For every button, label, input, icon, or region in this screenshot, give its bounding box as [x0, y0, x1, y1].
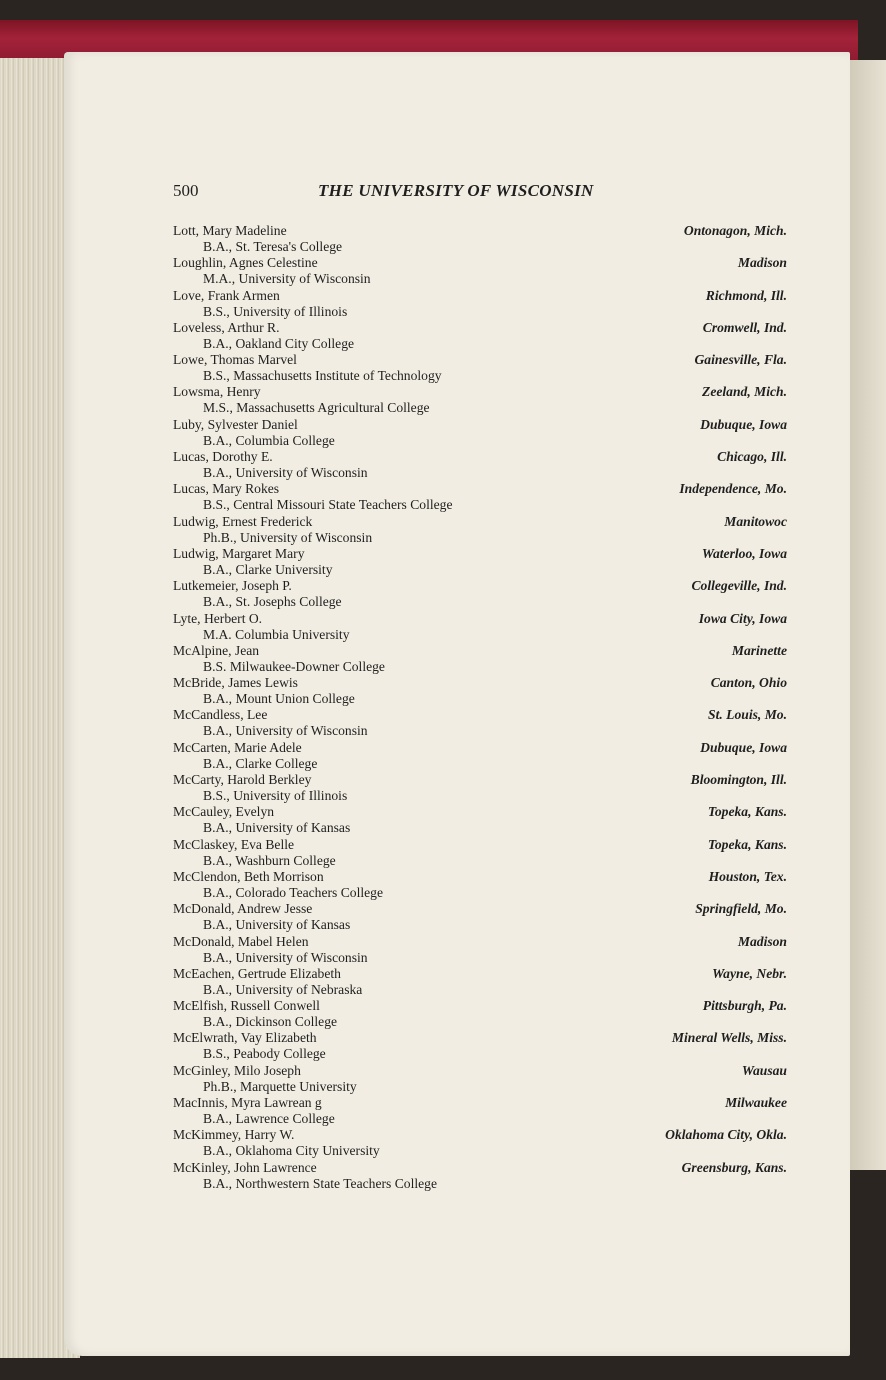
entry-name: Ludwig, Ernest Frederick	[173, 513, 313, 529]
list-item	[173, 223, 793, 255]
entry-place: Richmond, Ill.	[705, 287, 787, 303]
entry-name: McCarty, Harold Berkley	[173, 772, 312, 788]
entry-degree: B.A., University of Nebraska	[203, 981, 363, 997]
entry-name: McClendon, Beth Morrison	[173, 868, 324, 884]
list-item	[173, 1063, 793, 1095]
entry-place: Marinette	[731, 642, 787, 658]
list-item	[173, 1095, 793, 1127]
entry-place: Independence, Mo.	[679, 481, 787, 497]
entry-name: McGinley, Milo Joseph	[173, 1062, 301, 1078]
entry-name: McElfish, Russell Conwell	[173, 998, 320, 1014]
entry-name: McCauley, Evelyn	[173, 804, 275, 820]
list-item	[173, 255, 793, 287]
entry-degree: B.A., University of Kansas	[203, 820, 351, 836]
entry-degree: B.S., University of Illinois	[203, 788, 348, 804]
entry-degree: B.A., St. Teresa's College	[203, 239, 343, 254]
entry-name: Lott, Mary Madeline	[173, 223, 287, 238]
entry-name: McKinley, John Lawrence	[173, 1159, 317, 1175]
entry-degree: Ph.B., University of Wisconsin	[203, 529, 373, 545]
entry-degree: B.A., Northwestern State Teachers College	[203, 1175, 437, 1191]
entry-degree: B.A., Columbia College	[203, 432, 335, 448]
list-item	[173, 352, 793, 384]
entry-name: McElwrath, Vay Elizabeth	[173, 1030, 317, 1046]
entry-degree: B.A., University of Wisconsin	[203, 465, 368, 481]
entry-degree: B.S., University of Illinois	[203, 303, 348, 319]
entry-degree: Ph.B., Marquette University	[203, 1078, 357, 1094]
entry-name: McAlpine, Jean	[173, 642, 260, 658]
list-item	[173, 675, 793, 707]
entry-degree: B.S., Massachusetts Institute of Technology	[203, 368, 442, 384]
entry-name: Ludwig, Margaret Mary	[173, 545, 305, 561]
list-item	[173, 1127, 793, 1159]
entry-place: Mineral Wells, Miss.	[671, 1030, 787, 1046]
list-item	[173, 643, 793, 675]
entry-place: Madison	[737, 933, 787, 949]
entry-place: Waterloo, Iowa	[701, 545, 787, 561]
list-item	[173, 740, 793, 772]
list-item	[173, 837, 793, 869]
entry-place: Dubuque, Iowa	[700, 416, 787, 432]
entry-place: Manitowoc	[724, 513, 787, 529]
entry-name: McDonald, Mabel Helen	[173, 933, 309, 949]
list-item	[173, 707, 793, 739]
entry-place: Gainesville, Fla.	[694, 352, 787, 368]
entry-place: Bloomington, Ill.	[690, 772, 787, 788]
entry-place: Chicago, Ill.	[717, 449, 787, 465]
entry-degree: B.S. Milwaukee-Downer College	[203, 658, 385, 674]
entry-name: McClaskey, Eva Belle	[173, 836, 295, 852]
entry-degree: B.A., Oklahoma City University	[203, 1143, 380, 1159]
entry-name: Lucas, Dorothy E.	[173, 449, 273, 465]
entry-name: Lutkemeier, Joseph P.	[173, 578, 292, 594]
entry-degree: B.A., St. Josephs College	[203, 594, 342, 610]
page-number: 500	[173, 181, 199, 200]
entry-degree: B.A., Colorado Teachers College	[203, 884, 384, 900]
entry-name: McCarten, Marie Adele	[173, 739, 302, 755]
running-head: THE UNIVERSITY OF WISCONSIN	[318, 181, 594, 200]
list-item	[173, 288, 793, 320]
entry-name: Lyte, Herbert O.	[173, 610, 263, 626]
entry-place: Canton, Ohio	[710, 675, 787, 691]
entry-place: Iowa City, Iowa	[698, 610, 787, 626]
list-item	[173, 772, 793, 804]
entry-name: Love, Frank Armen	[173, 287, 280, 303]
list-item	[173, 320, 793, 352]
entry-name: Lowe, Thomas Marvel	[173, 352, 297, 368]
entry-place: Greensburg, Kans.	[681, 1159, 787, 1175]
entry-place: Dubuque, Iowa	[700, 739, 787, 755]
entry-degree: B.A., Mount Union College	[203, 691, 355, 707]
entry-degree: B.A., University of Kansas	[203, 917, 351, 933]
entry-place: Houston, Tex.	[708, 868, 787, 884]
entry-name: Luby, Sylvester Daniel	[173, 416, 298, 432]
entry-name: McKimmey, Harry W.	[173, 1127, 295, 1143]
entry-degree: B.A., University of Wisconsin	[203, 723, 368, 739]
list-item	[173, 449, 793, 481]
entry-degree: B.A., Clarke University	[203, 561, 333, 577]
entry-degree: B.A., Clarke College	[203, 755, 318, 771]
entry-name: Lucas, Mary Rokes	[173, 481, 280, 497]
entry-place: Springfield, Mo.	[695, 901, 787, 917]
entry-place: Topeka, Kans.	[707, 836, 787, 852]
entry-name: Loughlin, Agnes Celestine	[173, 255, 318, 271]
entry-name: McCandless, Lee	[173, 707, 268, 723]
entry-place: Milwaukee	[725, 1095, 787, 1111]
entry-name: McBride, James Lewis	[173, 675, 298, 691]
entry-place: Wausau	[741, 1062, 787, 1078]
entry-place: Wayne, Nebr.	[712, 965, 787, 981]
list-item	[173, 869, 793, 901]
entry-degree: M.A. Columbia University	[203, 626, 350, 642]
entry-degree: B.A., Lawrence College	[203, 1111, 335, 1127]
entry-degree: B.S., Central Missouri State Teachers College	[203, 497, 453, 513]
entry-degree: B.A., Dickinson College	[203, 1014, 338, 1030]
entry-degree: B.A., Washburn College	[203, 852, 336, 868]
list-item	[173, 481, 793, 513]
alumni-list	[173, 223, 793, 1192]
entry-place: Pittsburgh, Pa.	[702, 998, 787, 1014]
list-item	[173, 611, 793, 643]
entry-degree: B.A., University of Wisconsin	[203, 949, 368, 965]
list-item	[173, 514, 793, 546]
entry-place: St. Louis, Mo.	[708, 707, 787, 723]
entry-name: McEachen, Gertrude Elizabeth	[173, 965, 341, 981]
list-item	[173, 998, 793, 1030]
entry-place: Madison	[737, 255, 787, 271]
list-item	[173, 934, 793, 966]
entry-place: Oklahoma City, Okla.	[665, 1127, 787, 1143]
entry-degree: B.A., Oakland City College	[203, 335, 355, 351]
entry-place: Collegeville, Ind.	[691, 578, 787, 594]
entry-place: Cromwell, Ind.	[702, 319, 787, 335]
entry-place: Zeeland, Mich.	[702, 384, 787, 400]
entry-degree: B.S., Peabody College	[203, 1046, 326, 1062]
list-item	[173, 901, 793, 933]
list-item	[173, 966, 793, 998]
list-item	[173, 578, 793, 610]
list-item	[173, 1160, 793, 1192]
list-item	[173, 1030, 793, 1062]
entry-name: MacInnis, Myra Lawrean g	[173, 1095, 322, 1111]
entry-name: Lowsma, Henry	[173, 384, 261, 400]
entry-name: McDonald, Andrew Jesse	[173, 901, 313, 917]
list-item	[173, 417, 793, 449]
list-item	[173, 804, 793, 836]
entry-degree: M.S., Massachusetts Agricultural College	[203, 400, 430, 416]
entry-degree: M.A., University of Wisconsin	[203, 271, 371, 287]
entry-name: Loveless, Arthur R.	[173, 319, 280, 335]
adjacent-page-edge	[848, 60, 886, 1300]
list-item	[173, 546, 793, 578]
entry-place: Topeka, Kans.	[707, 804, 787, 820]
entry-place: Ontonagon, Mich.	[683, 223, 787, 238]
list-item	[173, 384, 793, 416]
background-shadow	[848, 1170, 886, 1370]
